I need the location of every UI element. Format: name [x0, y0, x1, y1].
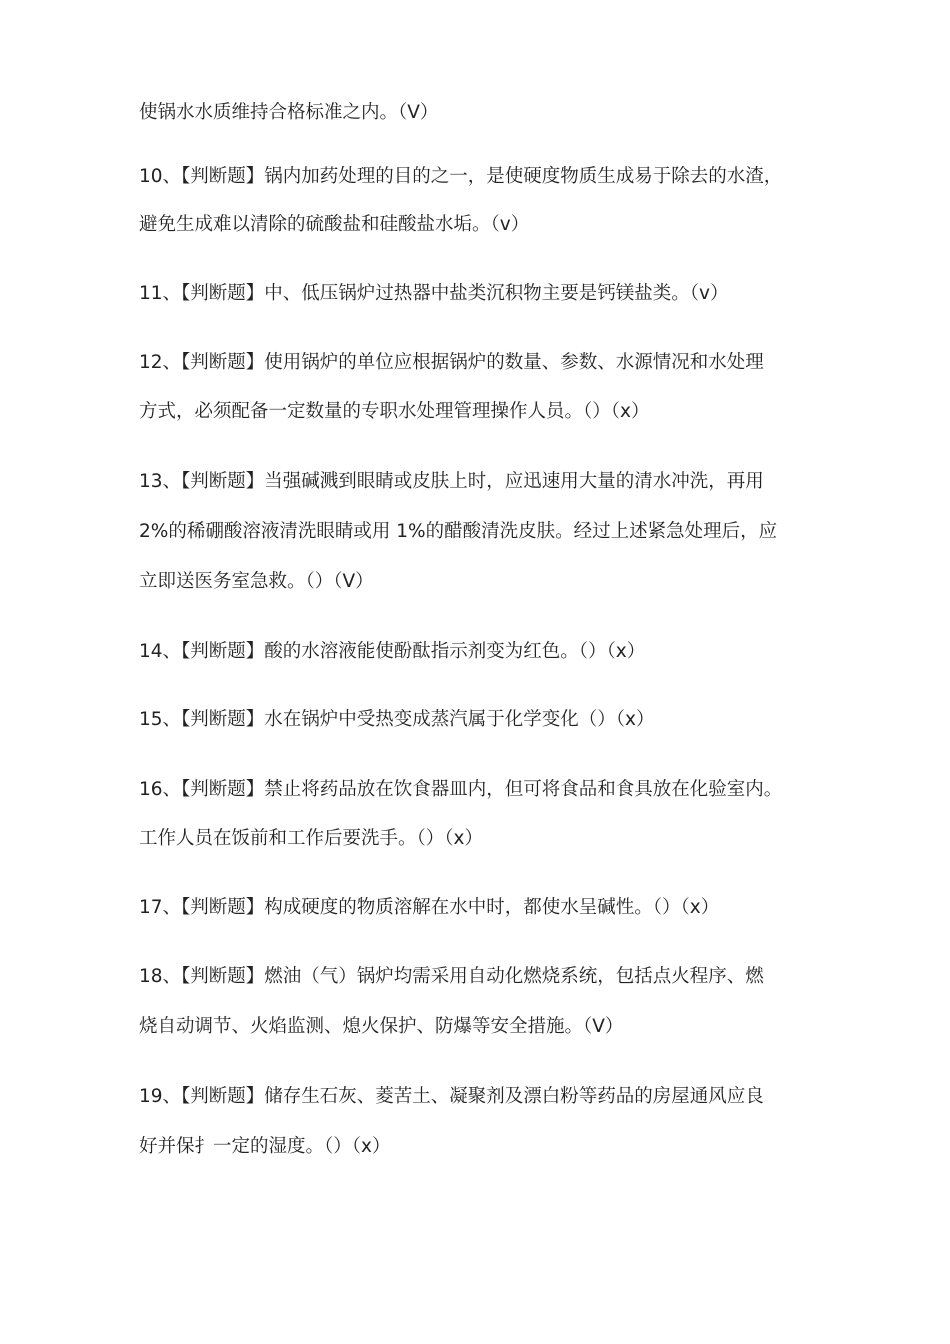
question-12-line-2: 方式，必须配备一定数量的专职水处理管理操作人员。（）（x） — [139, 401, 650, 422]
question-16-line-1: 16、【判断题】禁止将药品放在饮食器皿内，但可将食品和食具放在化验室内。 — [139, 779, 783, 800]
question-18-line-2: 烧自动调节、火焰监测、熄火保护、防爆等安全措施。（V） — [139, 1016, 624, 1037]
question-13-line-3: 立即送医务室急救。（）（V） — [139, 571, 374, 592]
question-14-line-1: 14、【判断题】酸的水溶液能使酚酞指示剂变为红色。（）（x） — [139, 641, 646, 662]
question-10-line-1: 10、【判断题】锅内加药处理的目的之一，是使硬度物质生成易于除去的水渣， — [139, 166, 783, 187]
question-13-line-2: 2%的稀硼酸溶液清洗眼睛或用 1%的醋酸清洗皮肤。经过上述紧急处理后，应 — [139, 521, 778, 542]
text-line-carryover: 使锅水水质维持合格标准之内。（V） — [139, 102, 439, 123]
question-16-line-2: 工作人员在饭前和工作后要洗手。（）（x） — [139, 828, 483, 849]
question-13-line-1: 13、【判断题】当强碱溅到眼睛或皮肤上时，应迅速用大量的清水冲洗，再用 — [139, 471, 764, 492]
question-15-line-1: 15、【判断题】水在锅炉中受热变成蒸汽属于化学变化（）（x） — [139, 709, 655, 730]
question-12-line-1: 12、【判断题】使用锅炉的单位应根据锅炉的数量、参数、水源情况和水处理 — [139, 352, 764, 373]
question-10-line-2: 避免生成难以清除的硫酸盐和硅酸盐水垢。（v） — [139, 214, 530, 235]
question-11-line-1: 11、【判断题】中、低压锅炉过热器中盐类沉积物主要是钙镁盐类。（v） — [139, 283, 729, 304]
question-19-line-2: 好并保扌一定的湿度。（）（x） — [139, 1136, 391, 1157]
question-19-line-1: 19、【判断题】储存生石灰、菱苦土、凝聚剂及漂白粉等药品的房屋通风应良 — [139, 1086, 764, 1107]
question-17-line-1: 17、【判断题】构成硬度的物质溶解在水中时，都使水呈碱性。（）（x） — [139, 897, 720, 918]
question-18-line-1: 18、【判断题】燃油（气）锅炉均需采用自动化燃烧系统，包括点火程序、燃 — [139, 966, 764, 987]
